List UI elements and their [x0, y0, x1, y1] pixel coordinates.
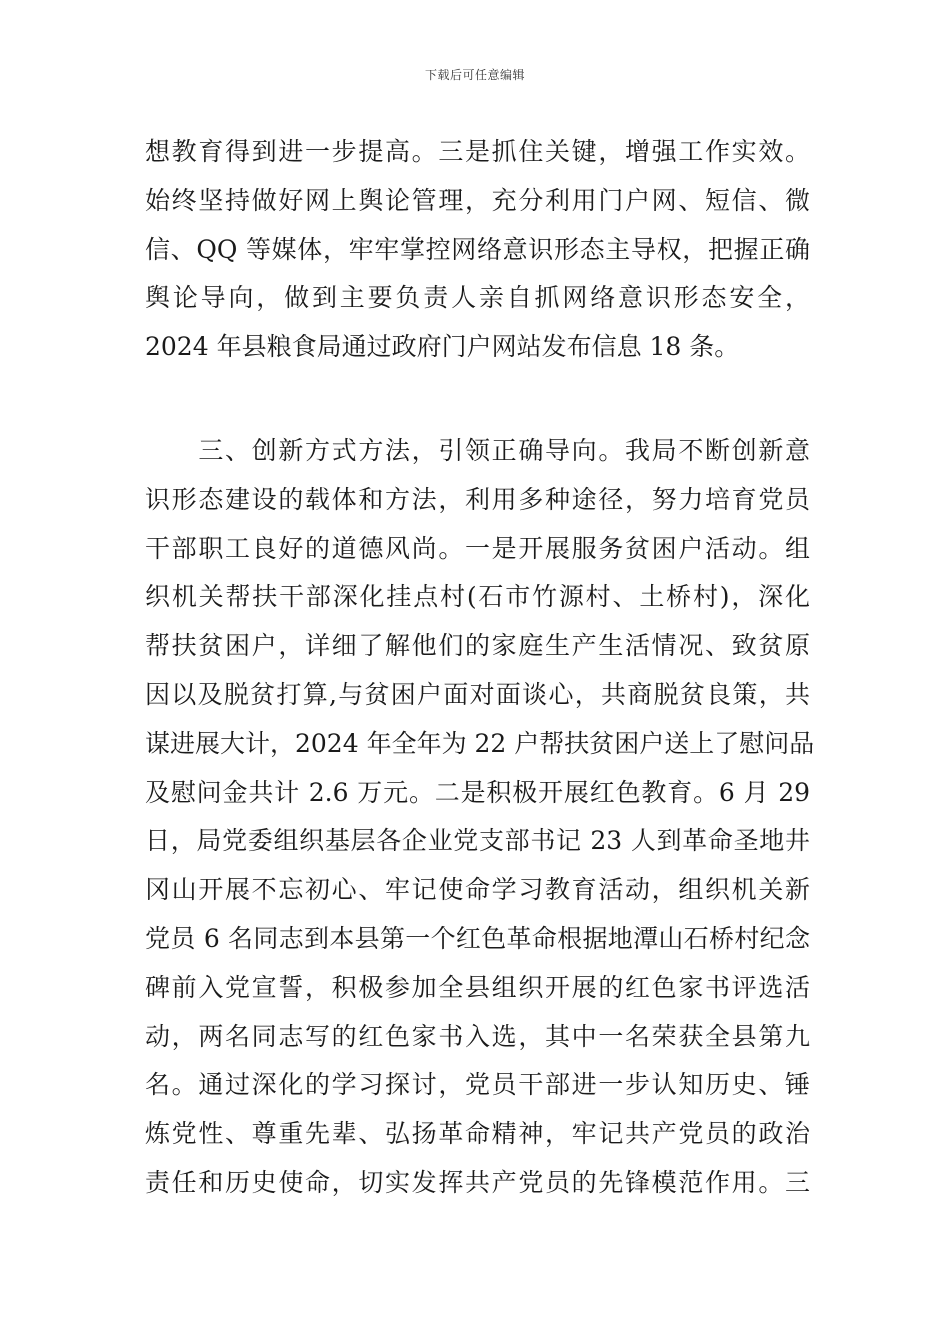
text-line: 舆论导向，做到主要负责人亲自抓网络意识形态安全，	[145, 283, 810, 313]
paragraph-1	[145, 128, 810, 372]
text-line: 三、创新方式方法，引领正确导向。我局不断创新意	[145, 436, 810, 465]
text-line: 始终坚持做好网上舆论管理，充分利用门户网、短信、微	[145, 185, 810, 215]
paragraph-2	[145, 427, 815, 1208]
text-line: 织机关帮扶干部深化挂点村(石市竹源村、土桥村)，深化	[145, 582, 810, 612]
text-line: 党员 6 名同志到本县第一个红色革命根据地潭山石桥村纪念	[145, 923, 810, 953]
text-line: 2024 年县粮食局通过政府门户网站发布信息 18 条。	[145, 332, 740, 362]
text-line: 因以及脱贫打算,与贫困户面对面谈心，共商脱贫良策，共	[145, 679, 810, 709]
text-line: 名。通过深化的学习探讨，党员干部进一步认知历史、锤	[145, 1070, 810, 1100]
text-line: 责任和历史使命，切实发挥共产党员的先锋模范作用。三	[145, 1167, 810, 1197]
text-line: 碑前入党宣誓，积极参加全县组织开展的红色家书评选活	[145, 972, 810, 1002]
text-line: 谋进展大计，2024 年全年为 22 户帮扶贫困户送上了慰问品	[145, 728, 815, 758]
text-line: 日，局党委组织基层各企业党支部书记 23 人到革命圣地井	[145, 826, 810, 856]
text-line: 识形态建设的载体和方法，利用多种途径，努力培育党员	[145, 484, 810, 514]
text-line: 冈山开展不忘初心、牢记使命学习教育活动，组织机关新	[145, 875, 810, 905]
text-line: 想教育得到进一步提高。三是抓住关键，增强工作实效。	[145, 137, 810, 166]
text-line: 信、QQ 等媒体，牢牢掌控网络意识形态主导权，把握正确	[145, 234, 810, 264]
text-line: 及慰问金共计 2.6 万元。二是积极开展红色教育。6 月 29	[145, 777, 810, 807]
text-line: 动，两名同志写的红色家书入选，其中一名荣获全县第九	[145, 1021, 810, 1051]
text-line: 帮扶贫困户，详细了解他们的家庭生产生活情况、致贫原	[145, 631, 810, 661]
text-line: 炼党性、尊重先辈、弘扬革命精神，牢记共产党员的政治	[145, 1119, 810, 1149]
text-line: 干部职工良好的道德风尚。一是开展服务贫困户活动。组	[145, 533, 810, 563]
page-header: 下载后可任意编辑	[424, 68, 525, 82]
